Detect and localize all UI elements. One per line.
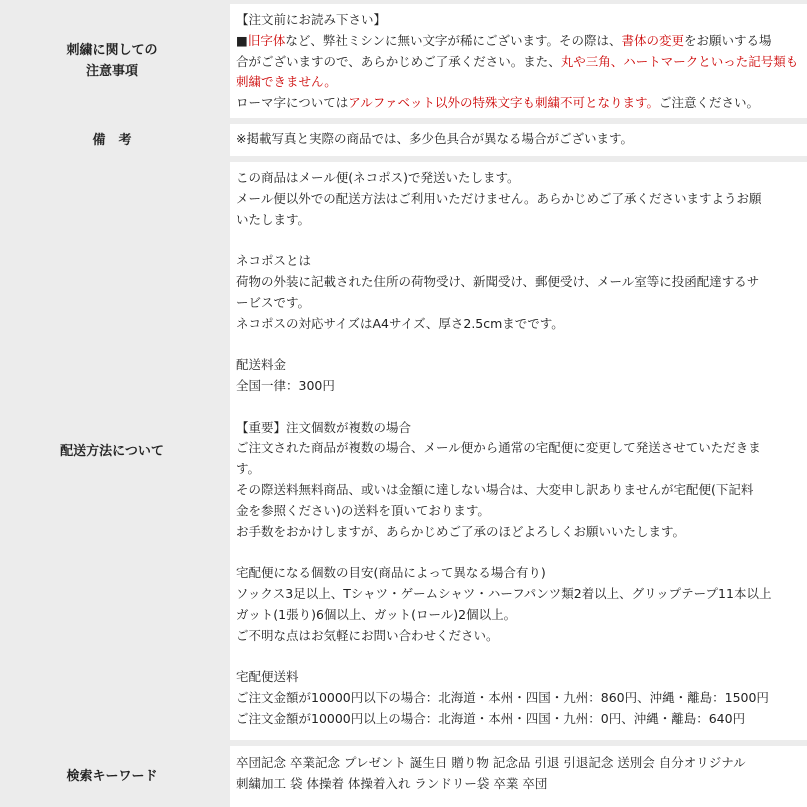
text-line bbox=[236, 542, 801, 563]
text-line bbox=[236, 52, 801, 73]
body-text: ネコポスとは bbox=[236, 253, 312, 269]
body-text: ご注文された商品が複数の場合、メール便から通常の宅配便に変更して発送させていただきま bbox=[236, 440, 761, 456]
body-text: ご注文金額が10000円以上の場合：北海道・本州・四国・九州：0円、沖縄・離島：640円 bbox=[236, 710, 746, 726]
text-line bbox=[236, 168, 801, 189]
highlight-text: 書体の変更 bbox=[621, 32, 685, 48]
text-line bbox=[236, 626, 801, 647]
body-text: 金を参照ください)の送料を頂いております。 bbox=[236, 502, 490, 518]
text-line bbox=[236, 72, 801, 93]
column-divider bbox=[224, 0, 230, 807]
row-value bbox=[230, 4, 807, 118]
text-line bbox=[236, 230, 801, 251]
highlight-text: 丸や三角、ハートマークといった記号類も bbox=[560, 53, 799, 69]
row-value bbox=[230, 162, 807, 740]
text-line bbox=[236, 189, 801, 210]
body-text: ご注意ください。 bbox=[659, 95, 760, 111]
row-label bbox=[0, 746, 224, 807]
text-line bbox=[236, 272, 801, 293]
row-value bbox=[230, 124, 807, 156]
text-line bbox=[236, 522, 801, 543]
text-line bbox=[236, 251, 801, 272]
body-text: 卒団記念 卒業記念 プレゼント 誕生日 贈り物 記念品 引退 引退記念 送別会 自分オリジナル bbox=[236, 755, 746, 770]
body-text: 荷物の外装に記載された住所の荷物受け、新聞受け、郵便受け、メール室等に投函配達するサ bbox=[236, 273, 760, 289]
text-line bbox=[236, 376, 801, 397]
text-line bbox=[236, 334, 801, 355]
text-line bbox=[236, 774, 801, 795]
body-text: す。 bbox=[236, 461, 261, 477]
body-text: ネコポスの対応サイズはA4サイズ、厚さ2.5cmまでです。 bbox=[236, 315, 564, 331]
text-line bbox=[236, 418, 801, 439]
body-text: ■ bbox=[236, 32, 248, 48]
body-text: 全国一律：300円 bbox=[236, 377, 335, 393]
table-row-remarks bbox=[0, 124, 807, 156]
highlight-text: 旧字体 bbox=[247, 32, 286, 48]
text-line bbox=[236, 709, 801, 730]
body-text: をお願いする場 bbox=[684, 32, 772, 48]
text-line bbox=[236, 293, 801, 314]
text-line bbox=[236, 438, 801, 459]
body-text: 宅配便になる個数の目安(商品によって異なる場合有り) bbox=[236, 565, 546, 581]
body-text: ービスです。 bbox=[236, 294, 311, 310]
text-line bbox=[236, 93, 801, 114]
body-text: ご注文金額が10000円以下の場合：北海道・本州・四国・九州：860円、沖縄・離島：1500円 bbox=[236, 689, 769, 705]
body-text: 配送料金 bbox=[236, 357, 287, 373]
text-line bbox=[236, 129, 801, 150]
body-text: ※掲載写真と実際の商品では、多少色具合が異なる場合がございます。 bbox=[236, 131, 633, 146]
body-text: ソックス3足以上、Tシャツ・ゲームシャツ・ハーフパンツ類2着以上、グリップテープ11本以上 bbox=[236, 585, 772, 601]
table-row-embroidery-notes bbox=[0, 4, 807, 118]
text-line bbox=[236, 605, 801, 626]
text-line bbox=[236, 31, 801, 52]
row-label-text: 配送方法について bbox=[60, 443, 164, 459]
highlight-text: 刺繍できません。 bbox=[236, 74, 337, 90]
body-text: 【注文前にお読み下さい】 bbox=[236, 12, 387, 27]
text-line bbox=[236, 355, 801, 376]
text-line bbox=[236, 667, 801, 688]
text-line bbox=[236, 584, 801, 605]
text-line bbox=[236, 459, 801, 480]
body-text: いたします。 bbox=[236, 211, 311, 227]
text-line bbox=[236, 397, 801, 418]
row-label-text: 刺繍に関しての 注意事項 bbox=[66, 43, 158, 79]
text-line bbox=[236, 688, 801, 709]
body-text: ガット(1張り)6個以上、ガット(ロール)2個以上。 bbox=[236, 606, 517, 622]
text-line bbox=[236, 10, 801, 31]
body-text: この商品はメール便(ネコポス)で発送いたします。 bbox=[236, 170, 520, 185]
text-line bbox=[236, 646, 801, 667]
text-line bbox=[236, 480, 801, 501]
text-line bbox=[236, 501, 801, 522]
body-text: メール便以外での配送方法はご利用いただけません。あらかじめご了承くださいますようお願 bbox=[236, 190, 762, 206]
row-value bbox=[230, 746, 807, 807]
text-line bbox=[236, 753, 801, 774]
body-text: など、弊社ミシンに無い文字が稀にございます。その際は、 bbox=[285, 32, 622, 48]
row-label-text: 備 考 bbox=[92, 132, 132, 148]
row-label bbox=[0, 124, 224, 156]
body-text: お手数をおかけしますが、あらかじめご了承のほどよろしくお願いいたします。 bbox=[236, 523, 686, 539]
table-row-shipping bbox=[0, 162, 807, 740]
body-text: 宅配便送料 bbox=[236, 669, 299, 685]
highlight-text: アルファベット以外の特殊文字も刺繍不可となります。 bbox=[348, 95, 660, 111]
text-line bbox=[236, 314, 801, 335]
text-line bbox=[236, 210, 801, 231]
body-text: 合がございますので、あらかじめご了承ください。また、 bbox=[236, 53, 561, 69]
body-text: ローマ字については bbox=[236, 95, 349, 111]
body-text: その際送料無料商品、或いは金額に達しない場合は、大変申し訳ありませんが宅配便(下記料 bbox=[236, 481, 754, 497]
row-label bbox=[0, 162, 224, 740]
table-row-search-keywords bbox=[0, 746, 807, 807]
row-label-text: 検索キーワード bbox=[66, 769, 158, 784]
body-text: 【重要】注文個数が複数の場合 bbox=[236, 419, 412, 435]
text-line bbox=[236, 563, 801, 584]
body-text: ご不明な点はお気軽にお問い合わせください。 bbox=[236, 627, 499, 643]
body-text: 刺繍加工 袋 体操着 体操着入れ ランドリー袋 卒業 卒団 bbox=[236, 775, 548, 791]
row-label bbox=[0, 4, 224, 118]
